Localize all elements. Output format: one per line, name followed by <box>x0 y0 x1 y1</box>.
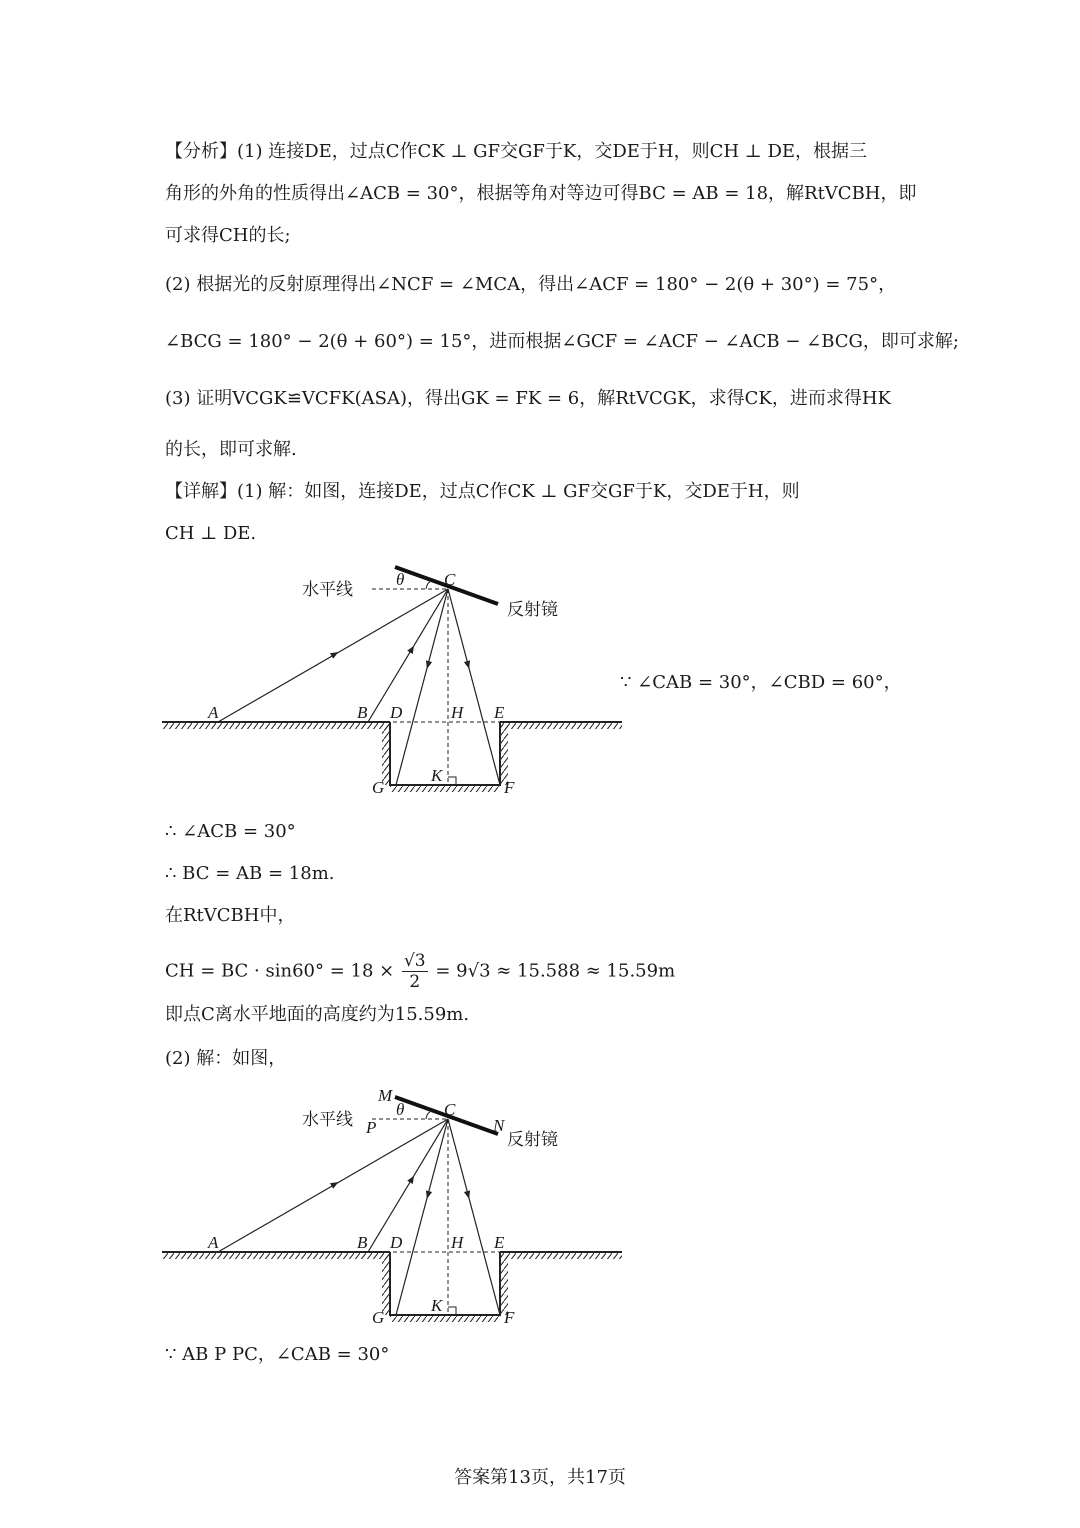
figure-2 <box>150 1085 630 1335</box>
analysis-line-2: 角形的外角的性质得出∠ACB = 30°，根据等角对等边可得BC = AB = 18，解RtVCBH，即 <box>165 183 917 204</box>
analysis-line-3: 可求得CH的长; <box>165 225 291 246</box>
step-4-left: CH = BC · sin60° = 18 × <box>165 960 395 982</box>
analysis-line-6: (3) 证明VCGK≌VCFK(ASA)，得出GK = FK = 6，解RtVCGK，求得CK，进而求得HK <box>165 388 891 409</box>
fig1-mirror-label: 反射镜 <box>507 600 558 620</box>
analysis-line-7: 的长，即可求解. <box>165 439 297 460</box>
fig1-label-F: F <box>504 778 515 797</box>
fig2-label-B: B <box>357 1233 368 1252</box>
step-1: ∴ ∠ACB = 30° <box>165 821 296 842</box>
fig2-label-A: A <box>208 1233 219 1252</box>
detail-line-2: CH ⊥ DE. <box>165 523 257 544</box>
analysis-line-1: 【分析】(1) 连接DE，过点C作CK ⊥ GF交GF于K，交DE于H，则CH ⊥ DE，根据三 <box>165 141 868 162</box>
figure-1 <box>150 555 630 805</box>
fig2-label-N: N <box>493 1116 505 1135</box>
analysis-line-4: (2) 根据光的反射原理得出∠NCF = ∠MCA，得出∠ACF = 180° − 2(θ + 30°) = 75°， <box>165 274 897 295</box>
fig1-label-D: D <box>390 703 403 722</box>
step-4 <box>165 951 675 992</box>
page-footer: 答案第13页，共17页 <box>454 1467 626 1488</box>
fig2-horizontal-label: 水平线 <box>302 1110 353 1130</box>
step-5: 即点C离水平地面的高度约为15.59m. <box>165 1004 470 1025</box>
fig1-label-A: A <box>208 703 219 722</box>
step-3: 在RtVCBH中， <box>165 905 296 926</box>
fraction-denominator: 2 <box>409 972 421 992</box>
fig1-theta: θ <box>396 570 405 589</box>
fig1-label-G: G <box>372 778 385 797</box>
fig2-label-M: M <box>378 1086 393 1105</box>
fig1-label-H: H <box>451 703 464 722</box>
part-2-heading: (2) 解：如图， <box>165 1048 287 1069</box>
analysis-line-5: ∠BCG = 180° − 2(θ + 60°) = 15°，进而根据∠GCF = ∠ACF − ∠ACB − ∠BCG，即可求解; <box>165 331 959 352</box>
detail-line-1: 【详解】(1) 解：如图，连接DE，过点C作CK ⊥ GF交GF于K，交DE于H，则 <box>165 481 800 502</box>
step-2: ∴ BC = AB = 18m. <box>165 863 335 884</box>
fig2-label-C: C <box>444 1100 456 1119</box>
fig2-label-H: H <box>451 1233 464 1252</box>
fig2-label-E: E <box>494 1233 505 1252</box>
given-angles: ∵ ∠CAB = 30°，∠CBD = 60°， <box>620 672 902 693</box>
fig1-label-B: B <box>357 703 368 722</box>
fig1-label-C: C <box>444 570 456 589</box>
fig2-theta: θ <box>396 1100 405 1119</box>
fig2-label-D: D <box>390 1233 403 1252</box>
fraction-sqrt3-over-2 <box>402 951 428 992</box>
fig2-label-G: G <box>372 1308 385 1327</box>
fig2-mirror-label: 反射镜 <box>507 1130 558 1150</box>
fig2-label-P: P <box>366 1118 377 1137</box>
fig1-label-K: K <box>431 766 443 785</box>
fig1-horizontal-label: 水平线 <box>302 580 353 600</box>
fig1-label-E: E <box>494 703 505 722</box>
fraction-numerator: √3 <box>403 951 426 971</box>
fig2-label-F: F <box>504 1308 515 1327</box>
last-line: ∵ AB P PC，∠CAB = 30° <box>165 1344 390 1365</box>
step-4-right: = 9√3 ≈ 15.588 ≈ 15.59m <box>435 960 676 982</box>
fig2-label-K: K <box>431 1296 443 1315</box>
